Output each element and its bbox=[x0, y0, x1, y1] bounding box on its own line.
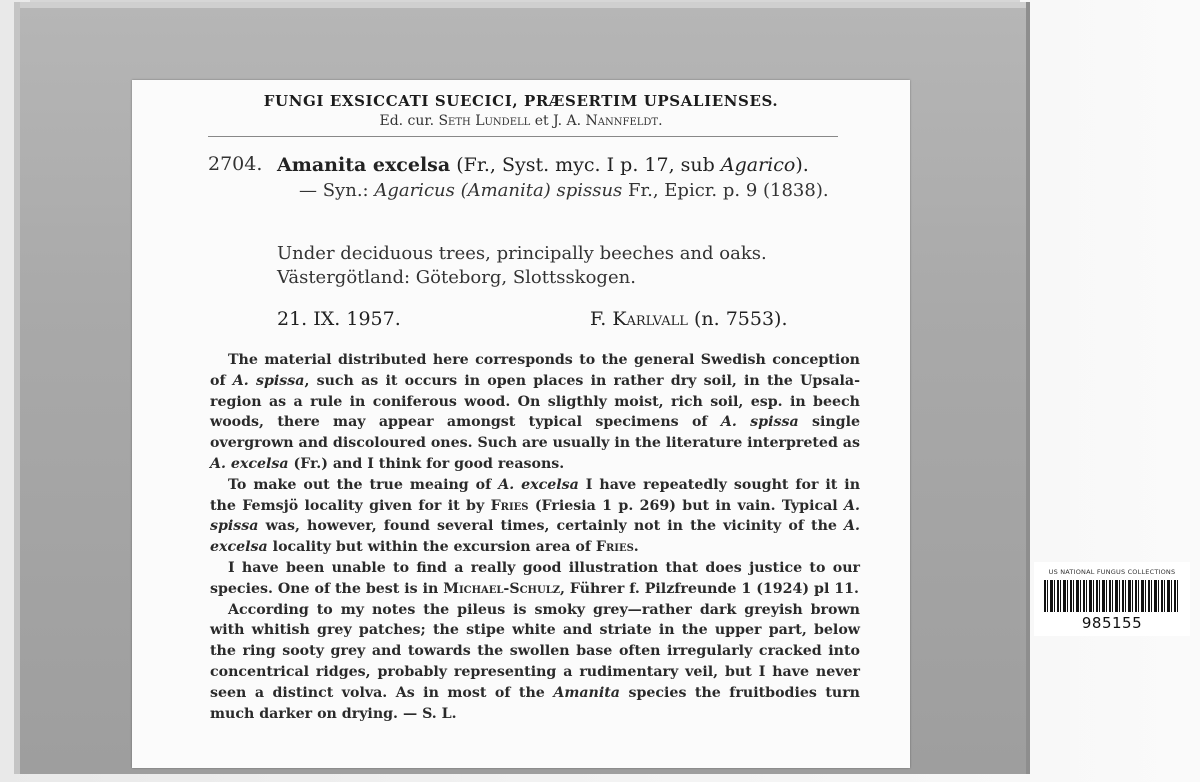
basionym-genus: Agarico bbox=[720, 154, 796, 176]
habitat-text: Under deciduous trees, principally beeches and oaks. bbox=[277, 243, 767, 264]
author-ref: Fries bbox=[490, 497, 529, 514]
notes-text-run: was, however, found several times, certainly not in the vicinity of the bbox=[258, 518, 845, 535]
editors-mid: et J. A. bbox=[530, 113, 586, 129]
notes-text-run: , such as it occurs in open places in rather dry soil, in the Upsala-region as a rule in coniferous wood. On sligthly moist, rich soil, esp. in beech woods, there may appear amongst typical specimens of bbox=[210, 372, 860, 431]
taxon-ref: A. excelsa bbox=[210, 455, 289, 472]
series-title: FUNGI EXSICCATI SUECICI, PRÆSERTIM UPSALIENSES. bbox=[263, 92, 779, 110]
notes-paragraph-4 bbox=[210, 600, 860, 725]
notes-text-run: (Fr.) and I think for good reasons. bbox=[288, 455, 565, 472]
notes-text-run: species the fruitbodies turn much darker on drying. — S. L. bbox=[210, 684, 860, 722]
header-divider bbox=[208, 136, 838, 137]
notes-paragraph-2 bbox=[210, 475, 860, 558]
collection-date: 21. IX. 1957. bbox=[277, 308, 401, 330]
specimen-name bbox=[277, 153, 852, 177]
editors-prefix: Ed. cur. bbox=[379, 113, 439, 129]
notes-text-run: , Führer f. Pilzfreunde 1 (1924) pl 11. bbox=[560, 580, 859, 597]
notes-paragraph-1 bbox=[210, 350, 860, 475]
synonym-prefix: — Syn.: bbox=[299, 180, 375, 201]
synonym-line bbox=[299, 179, 859, 203]
taxon-ref: A. excelsa bbox=[498, 476, 579, 493]
notes-text-run: The material distributed here corresponds to the general Swedish conception of bbox=[210, 352, 860, 389]
barcode-institution: US NATIONAL FUNGUS COLLECTIONS bbox=[1048, 568, 1176, 576]
editor-nannfeldt: Nannfeldt bbox=[585, 113, 659, 129]
notes-text-run: To make out the true meaing of bbox=[228, 476, 499, 493]
taxon-name: Amanita excelsa bbox=[277, 154, 451, 176]
collector-number: (n. 7553). bbox=[687, 308, 788, 330]
author-ref: Michael-Schulz bbox=[443, 580, 561, 597]
taxon-ref: A. spissa bbox=[232, 372, 305, 389]
taxon-ref: A. spissa bbox=[720, 414, 799, 431]
notes-text-run: single overgrown and discoloured ones. Such are usually in the literature interpreted as bbox=[210, 414, 861, 452]
taxon-ref: A. excelsa bbox=[210, 518, 860, 556]
barcode-label bbox=[1034, 562, 1190, 636]
taxon-authority-end: ). bbox=[795, 154, 809, 176]
editors-suffix: . bbox=[658, 113, 663, 129]
notes-paragraph-3 bbox=[210, 558, 860, 600]
taxon-ref: A. spissa bbox=[210, 497, 860, 535]
taxon-authority: (Fr., Syst. myc. I p. 17, sub bbox=[450, 154, 721, 176]
editor-lundell: Seth Lundell bbox=[438, 113, 531, 129]
notes-text bbox=[210, 350, 860, 724]
specimen-label bbox=[132, 80, 910, 768]
author-ref: Fries bbox=[595, 539, 634, 556]
collector bbox=[590, 308, 788, 330]
habitat-locality bbox=[277, 242, 877, 290]
synonym-name: Agaricus (Amanita) spissus bbox=[374, 180, 623, 201]
barcode-number: 985155 bbox=[1081, 614, 1143, 632]
sheet-edge-shadow bbox=[20, 2, 1026, 8]
collector-name: Karlvall bbox=[612, 308, 688, 330]
specimen-number: 2704. bbox=[208, 153, 263, 175]
notes-text-run: I have repeatedly sought for it in the Femsjö locality given for it by bbox=[210, 476, 861, 514]
synonym-reference: Fr., Epicr. p. 9 (1838). bbox=[622, 180, 829, 201]
notes-text-run: According to my notes the pileus is smoky grey—rather dark greyish brown with whitish grey patches; the stipe white and striate in the upper part, below the ring sooty grey and towards the swollen base often irregularly cracked into concentrical ridges, probably representing a rudimentary veil, but I have never seen a distinct volva. As in most of the bbox=[210, 601, 860, 701]
notes-text-run: I have been unable to find a really good illustration that does justice to our species. One of the best is in bbox=[210, 559, 860, 597]
series-editors bbox=[132, 113, 910, 129]
notes-text-run: (Friesia 1 p. 269) but in vain. Typical bbox=[528, 497, 845, 514]
notes-text-run: . bbox=[633, 539, 639, 556]
notes-text-run: locality but within the excursion area of bbox=[267, 539, 596, 556]
taxon-ref: Amanita bbox=[553, 684, 620, 701]
locality-text: Västergötland: Göteborg, Slottsskogen. bbox=[277, 267, 636, 288]
barcode-icon bbox=[1044, 580, 1180, 612]
collector-initial: F. bbox=[590, 308, 613, 330]
